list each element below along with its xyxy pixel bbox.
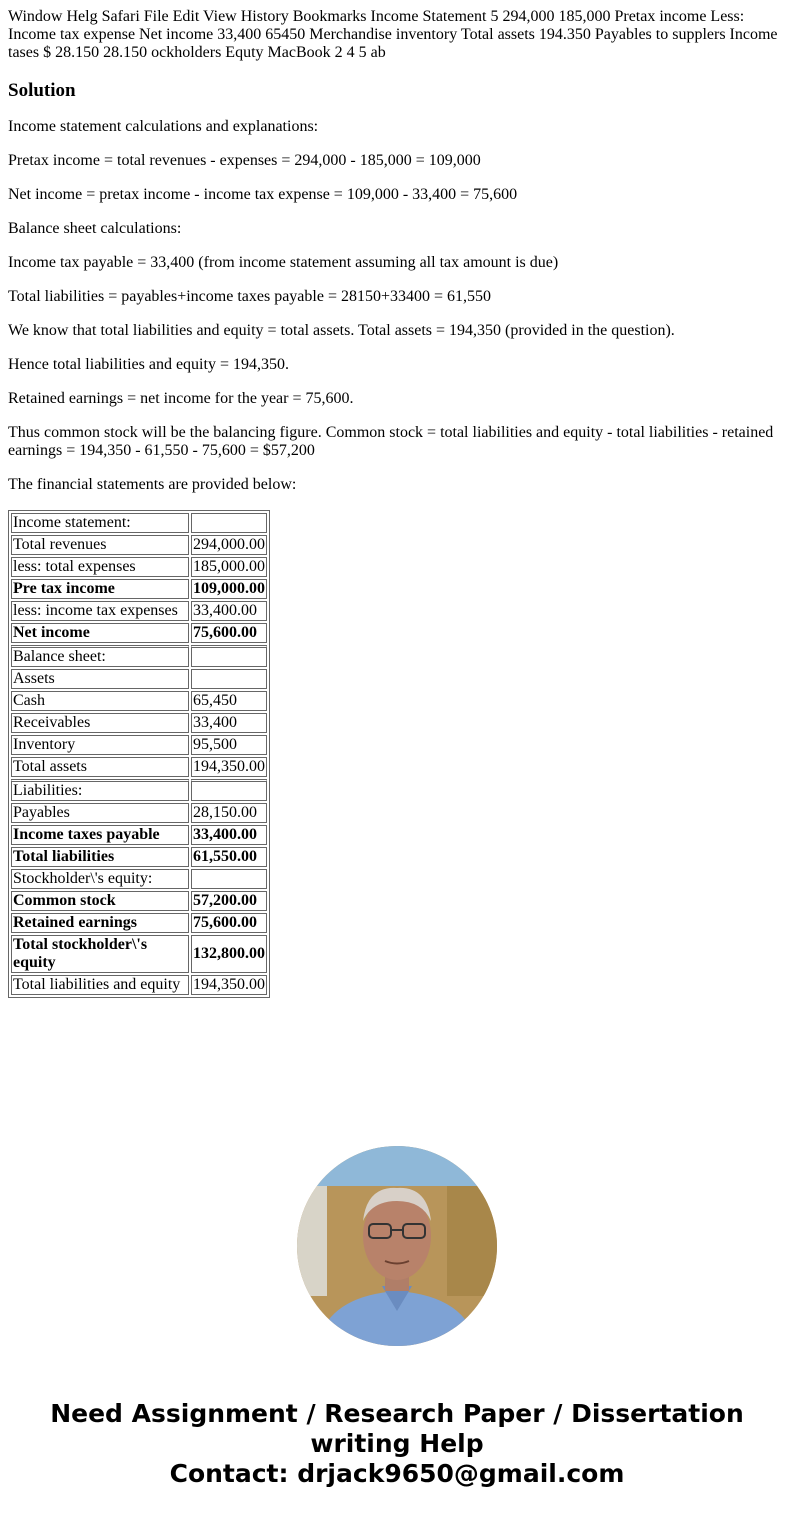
paragraph: Net income = pretax income - income tax expense = 109,000 - 33,400 = 75,600 xyxy=(8,186,518,203)
row-value: 33,400.00 xyxy=(191,601,267,621)
row-value: 75,600.00 xyxy=(191,623,267,643)
row-label: Total assets xyxy=(11,757,189,777)
table-row xyxy=(11,803,267,823)
row-value: 33,400 xyxy=(191,713,267,733)
paragraph: The financial statements are provided below: xyxy=(8,476,297,493)
row-label: Retained earnings xyxy=(11,913,189,933)
table-row xyxy=(11,669,267,689)
paragraph: Pretax income = total revenues - expenses = 294,000 - 185,000 = 109,000 xyxy=(8,152,481,169)
row-value: 61,550.00 xyxy=(191,847,267,867)
row-label: Income taxes payable xyxy=(11,825,189,845)
row-value: 109,000.00 xyxy=(193,580,265,597)
footer-contact: Contact: drjack9650@gmail.com xyxy=(169,1459,625,1488)
row-label: Receivables xyxy=(11,713,189,733)
row-value: 57,200.00 xyxy=(191,891,267,911)
table-row xyxy=(11,847,267,867)
row-value: 194,350.00 xyxy=(193,758,265,775)
row-label: Net income xyxy=(11,623,189,643)
solution-body xyxy=(8,118,786,494)
paragraph: Thus common stock will be the balancing figure. Common stock = total liabilities and equity - total liabilities - retained earnings = 194,350 - 61,550 - 75,600 = $57,200 xyxy=(8,424,774,459)
row-label: Pre tax income xyxy=(11,579,189,599)
table-row xyxy=(11,601,267,621)
table-row xyxy=(11,935,267,973)
table-row xyxy=(11,623,267,643)
row-label: Liabilities: xyxy=(11,779,189,801)
author-avatar xyxy=(297,1146,497,1346)
row-value: 28,150.00 xyxy=(191,803,267,823)
table-row xyxy=(11,913,267,933)
table-row xyxy=(11,513,267,533)
table-row xyxy=(11,779,267,801)
table-row xyxy=(11,891,267,911)
footer-tagline: Need Assignment / Research Paper / Dissertation writing Help xyxy=(50,1399,744,1458)
paragraph: Total liabilities = payables+income taxes payable = 28150+33400 = 61,550 xyxy=(8,288,492,305)
table-row xyxy=(11,535,267,555)
table-row xyxy=(11,869,267,889)
row-value: 65,450 xyxy=(191,691,267,711)
row-label: Total liabilities xyxy=(11,847,189,867)
row-label: less: total expenses xyxy=(11,557,189,577)
row-label: Total revenues xyxy=(11,535,189,555)
table-row xyxy=(11,975,267,995)
row-value: 185,000.00 xyxy=(193,558,265,575)
row-label: Inventory xyxy=(11,735,189,755)
row-value: 75,600.00 xyxy=(191,913,267,933)
paragraph: Hence total liabilities and equity = 194,350. xyxy=(8,356,289,373)
row-value xyxy=(191,869,267,889)
table-row xyxy=(11,579,267,599)
row-label: Balance sheet: xyxy=(11,645,189,667)
table-row xyxy=(11,825,267,845)
row-label: Total stockholder\'s equity xyxy=(11,935,189,973)
table-row xyxy=(11,557,267,577)
solution-heading: Solution xyxy=(8,80,76,101)
paragraph: Income statement calculations and explanations: xyxy=(8,118,319,135)
row-label: Payables xyxy=(11,803,189,823)
row-value: 95,500 xyxy=(191,735,267,755)
row-value xyxy=(191,645,267,667)
row-label: Common stock xyxy=(11,891,189,911)
table-row xyxy=(11,713,267,733)
paragraph: Income tax payable = 33,400 (from income statement assuming all tax amount is due) xyxy=(8,254,559,271)
contact-footer xyxy=(8,1399,786,1489)
row-label: Cash xyxy=(11,691,189,711)
row-value: 194,350.00 xyxy=(193,976,265,993)
paragraph: Balance sheet calculations: xyxy=(8,220,182,237)
table-row xyxy=(11,757,267,777)
financial-statements-table xyxy=(8,510,270,998)
paragraph: Retained earnings = net income for the year = 75,600. xyxy=(8,390,354,407)
table-row xyxy=(11,645,267,667)
row-value: 132,800.00 xyxy=(191,935,267,973)
row-label: Stockholder\'s equity: xyxy=(11,869,189,889)
row-label: Total liabilities and equity xyxy=(11,975,189,995)
row-value: 294,000.00 xyxy=(193,536,265,553)
row-value: 33,400.00 xyxy=(191,825,267,845)
row-label: Income statement: xyxy=(11,513,189,533)
row-label: Assets xyxy=(11,669,189,689)
row-value xyxy=(191,513,267,533)
row-value xyxy=(191,669,267,689)
table-row xyxy=(11,735,267,755)
row-label: less: income tax expenses xyxy=(11,601,189,621)
paragraph: We know that total liabilities and equity = total assets. Total assets = 194,350 (provided in the question). xyxy=(8,322,675,339)
question-text: Window Helg Safari File Edit View History Bookmarks Income Statement 5 294,000 185,000 Pretax income Less: Income tax expense Net income 33,400 65450 Merchandise inventory Total assets 194.350 Payables to supplers Income tases $ 28.150 28.150 ockholders Equty MacBook 2 4 5 ab xyxy=(8,8,778,61)
row-value xyxy=(191,779,267,801)
table-row xyxy=(11,691,267,711)
